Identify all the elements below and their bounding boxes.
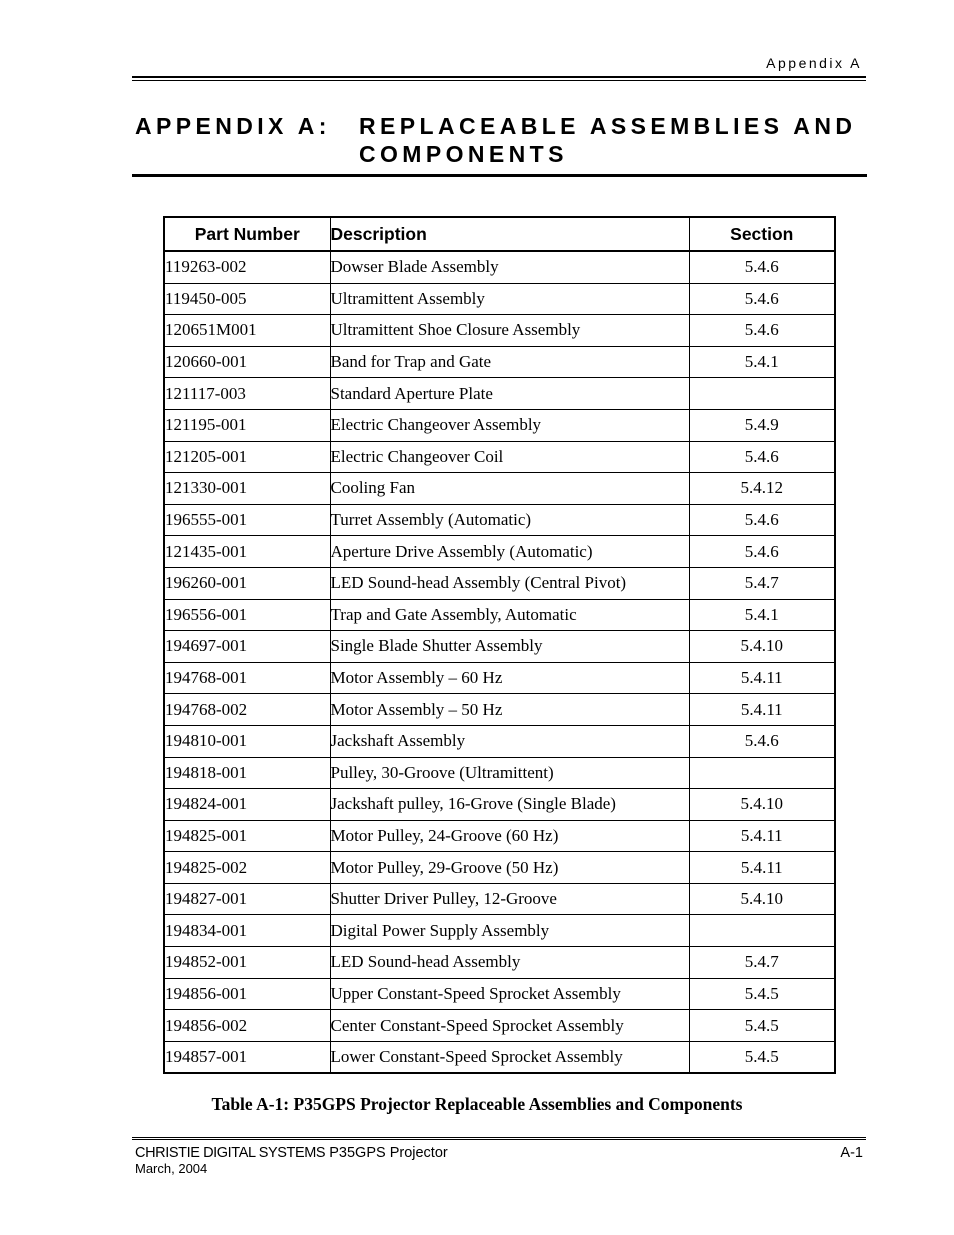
- section-cell: 5.4.6: [689, 283, 835, 315]
- table-row: [164, 820, 835, 852]
- description-cell: Motor Pulley, 29-Groove (50 Hz): [330, 852, 689, 884]
- table-row: [164, 251, 835, 283]
- description-cell: LED Sound-head Assembly: [330, 947, 689, 979]
- description-cell: Ultramittent Shoe Closure Assembly: [330, 315, 689, 347]
- section-cell: 5.4.5: [689, 1010, 835, 1042]
- section-cell: 5.4.7: [689, 567, 835, 599]
- part-number-cell: 196260-001: [164, 567, 330, 599]
- description-cell: Jackshaft pulley, 16-Grove (Single Blade): [330, 789, 689, 821]
- table-row: [164, 915, 835, 947]
- description-cell: Trap and Gate Assembly, Automatic: [330, 599, 689, 631]
- title-rule: [132, 174, 867, 177]
- section-cell: [689, 915, 835, 947]
- section-cell: 5.4.1: [689, 346, 835, 378]
- parts-table: [163, 216, 836, 1074]
- table-row: [164, 504, 835, 536]
- description-cell: Band for Trap and Gate: [330, 346, 689, 378]
- section-cell: 5.4.10: [689, 789, 835, 821]
- description-cell: Motor Pulley, 24-Groove (60 Hz): [330, 820, 689, 852]
- part-number-cell: 194818-001: [164, 757, 330, 789]
- description-cell: Standard Aperture Plate: [330, 378, 689, 410]
- part-number-cell: 119263-002: [164, 251, 330, 283]
- footer-rule: [132, 1137, 866, 1140]
- part-number-cell: 194768-002: [164, 694, 330, 726]
- section-cell: 5.4.9: [689, 409, 835, 441]
- footer-brand: CHRISTIE DIGITAL SYSTEMS: [135, 1145, 326, 1161]
- table-row: [164, 599, 835, 631]
- table-row: [164, 346, 835, 378]
- description-cell: Pulley, 30-Groove (Ultramittent): [330, 757, 689, 789]
- part-number-cell: 194856-002: [164, 1010, 330, 1042]
- section-cell: 5.4.5: [689, 978, 835, 1010]
- description-cell: Shutter Driver Pulley, 12-Groove: [330, 883, 689, 915]
- section-cell: 5.4.6: [689, 504, 835, 536]
- part-number-cell: 194824-001: [164, 789, 330, 821]
- description-cell: Motor Assembly – 50 Hz: [330, 694, 689, 726]
- description-cell: Digital Power Supply Assembly: [330, 915, 689, 947]
- description-cell: Electric Changeover Assembly: [330, 409, 689, 441]
- section-cell: 5.4.6: [689, 536, 835, 568]
- table-body: [164, 251, 835, 1073]
- part-number-cell: 196556-001: [164, 599, 330, 631]
- part-number-cell: 121205-001: [164, 441, 330, 473]
- header-part-number: Part Number: [164, 217, 330, 251]
- table-row: [164, 883, 835, 915]
- header-section: Section: [689, 217, 835, 251]
- table-row: [164, 378, 835, 410]
- description-cell: Upper Constant-Speed Sprocket Assembly: [330, 978, 689, 1010]
- section-cell: 5.4.10: [689, 883, 835, 915]
- part-number-cell: 194857-001: [164, 1041, 330, 1073]
- section-cell: 5.4.5: [689, 1041, 835, 1073]
- footer-product: P35GPS Projector: [329, 1145, 448, 1161]
- description-cell: Jackshaft Assembly: [330, 725, 689, 757]
- section-cell: 5.4.6: [689, 441, 835, 473]
- table-row: [164, 315, 835, 347]
- part-number-cell: 120651M001: [164, 315, 330, 347]
- table-row: [164, 725, 835, 757]
- description-cell: Lower Constant-Speed Sprocket Assembly: [330, 1041, 689, 1073]
- table-row: [164, 852, 835, 884]
- section-cell: 5.4.11: [689, 662, 835, 694]
- table-row: [164, 662, 835, 694]
- section-cell: 5.4.6: [689, 251, 835, 283]
- description-cell: Center Constant-Speed Sprocket Assembly: [330, 1010, 689, 1042]
- part-number-cell: 121195-001: [164, 409, 330, 441]
- table-caption: Table A-1: P35GPS Projector Replaceable Assemblies and Components: [211, 1094, 743, 1114]
- part-number-cell: 194825-001: [164, 820, 330, 852]
- section-cell: 5.4.11: [689, 820, 835, 852]
- table-row: [164, 631, 835, 663]
- table-row: [164, 409, 835, 441]
- table-row: [164, 789, 835, 821]
- table-row: [164, 947, 835, 979]
- part-number-cell: 194834-001: [164, 915, 330, 947]
- description-cell: Dowser Blade Assembly: [330, 251, 689, 283]
- description-cell: LED Sound-head Assembly (Central Pivot): [330, 567, 689, 599]
- title-main: REPLACEABLE ASSEMBLIES AND COMPONENTS: [359, 113, 857, 167]
- description-cell: Single Blade Shutter Assembly: [330, 631, 689, 663]
- part-number-cell: 194768-001: [164, 662, 330, 694]
- table-row: [164, 283, 835, 315]
- part-number-cell: 194810-001: [164, 725, 330, 757]
- section-cell: 5.4.6: [689, 315, 835, 347]
- footer-left: [135, 1145, 448, 1177]
- part-number-cell: 121117-003: [164, 378, 330, 410]
- description-cell: Cooling Fan: [330, 473, 689, 505]
- table-row: [164, 441, 835, 473]
- part-number-cell: 194825-002: [164, 852, 330, 884]
- part-number-cell: 194856-001: [164, 978, 330, 1010]
- section-cell: 5.4.10: [689, 631, 835, 663]
- page-number: A-1: [840, 1145, 863, 1161]
- table-row: [164, 536, 835, 568]
- section-cell: 5.4.7: [689, 947, 835, 979]
- table-row: [164, 1041, 835, 1073]
- section-cell: 5.4.1: [689, 599, 835, 631]
- section-cell: 5.4.6: [689, 725, 835, 757]
- description-cell: Ultramittent Assembly: [330, 283, 689, 315]
- page-title: [135, 112, 865, 168]
- section-cell: 5.4.11: [689, 852, 835, 884]
- table-row: [164, 1010, 835, 1042]
- part-number-cell: 194827-001: [164, 883, 330, 915]
- section-cell: [689, 378, 835, 410]
- part-number-cell: 120660-001: [164, 346, 330, 378]
- section-cell: 5.4.11: [689, 694, 835, 726]
- footer-date: March, 2004: [135, 1161, 208, 1176]
- header-rule: [132, 76, 866, 81]
- part-number-cell: 194852-001: [164, 947, 330, 979]
- header-description: Description: [330, 217, 689, 251]
- title-prefix: APPENDIX A:: [135, 113, 331, 139]
- running-header: Appendix A: [766, 55, 862, 71]
- table-row: [164, 473, 835, 505]
- part-number-cell: 196555-001: [164, 504, 330, 536]
- description-cell: Aperture Drive Assembly (Automatic): [330, 536, 689, 568]
- part-number-cell: 121330-001: [164, 473, 330, 505]
- table-header-row: [164, 217, 835, 251]
- table-row: [164, 978, 835, 1010]
- part-number-cell: 194697-001: [164, 631, 330, 663]
- table-row: [164, 567, 835, 599]
- table-row: [164, 694, 835, 726]
- description-cell: Motor Assembly – 60 Hz: [330, 662, 689, 694]
- part-number-cell: 121435-001: [164, 536, 330, 568]
- section-cell: 5.4.12: [689, 473, 835, 505]
- description-cell: Electric Changeover Coil: [330, 441, 689, 473]
- description-cell: Turret Assembly (Automatic): [330, 504, 689, 536]
- part-number-cell: 119450-005: [164, 283, 330, 315]
- table-row: [164, 757, 835, 789]
- section-cell: [689, 757, 835, 789]
